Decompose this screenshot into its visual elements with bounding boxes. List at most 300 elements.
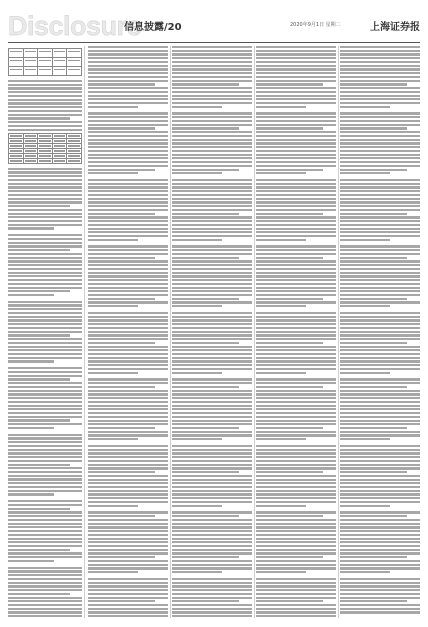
- text-line: [88, 198, 168, 200]
- text-line: [340, 235, 420, 237]
- masthead: Disclosure: [8, 11, 142, 41]
- text-line: [256, 552, 336, 554]
- text-line: [256, 76, 336, 78]
- text-line: [340, 490, 420, 492]
- text-line: [172, 564, 252, 566]
- text-line: [8, 238, 82, 240]
- text-line: [256, 68, 336, 70]
- text-line: [8, 467, 82, 469]
- newspaper-brand: 上海证券报: [370, 22, 420, 33]
- text-line: [8, 304, 82, 306]
- text-line: [340, 608, 420, 610]
- text-line: [8, 386, 82, 388]
- text-line: [172, 456, 252, 458]
- text-line: [88, 146, 168, 148]
- text-line: [172, 201, 252, 203]
- text-line: [88, 150, 168, 152]
- text-line: [340, 161, 420, 163]
- text-line: [172, 490, 252, 492]
- text-line: [256, 172, 306, 174]
- text-line: [88, 301, 168, 303]
- text-line: [340, 349, 420, 351]
- text-line: [256, 560, 336, 562]
- text-line: [340, 445, 420, 447]
- text-line: [340, 372, 390, 374]
- text-line: [172, 397, 252, 399]
- text-line: [340, 279, 420, 281]
- text-line: [8, 91, 82, 93]
- text-line: [88, 319, 168, 321]
- text-line: [340, 72, 420, 74]
- text-line: [172, 68, 252, 70]
- text-line: [172, 76, 252, 78]
- text-line: [172, 106, 222, 108]
- column-divider: [84, 46, 85, 618]
- text-line: [88, 268, 168, 270]
- text-line: [256, 420, 336, 422]
- text-line: [256, 564, 336, 566]
- text-line: [8, 508, 70, 510]
- text-line: [256, 372, 306, 374]
- text-line: [340, 331, 420, 333]
- text-line: [340, 467, 420, 469]
- text-line: [88, 464, 168, 466]
- text-line: [8, 224, 82, 226]
- text-line: [256, 135, 336, 137]
- text-line: [340, 124, 420, 126]
- text-line: [172, 582, 252, 584]
- text-line: [340, 135, 420, 137]
- text-line: [8, 319, 82, 321]
- text-line: [172, 382, 252, 384]
- text-line: [172, 615, 252, 617]
- text-line: [88, 260, 168, 262]
- text-line: [172, 190, 252, 192]
- text-line: [88, 412, 168, 414]
- text-line: [88, 249, 168, 251]
- text-line: [88, 505, 138, 507]
- text-line: [340, 283, 420, 285]
- column-text: [256, 46, 336, 618]
- text-line: [88, 305, 138, 307]
- text-line: [340, 593, 420, 595]
- text-line: [8, 80, 82, 82]
- text-line: [340, 456, 420, 458]
- text-line: [340, 393, 420, 395]
- text-line: [340, 316, 420, 318]
- text-line: [88, 245, 168, 247]
- text-line: [340, 567, 420, 569]
- text-line: [172, 393, 252, 395]
- text-line: [256, 600, 323, 602]
- text-line: [340, 319, 420, 321]
- text-line: [172, 194, 252, 196]
- text-line: [8, 416, 82, 418]
- text-line: [172, 165, 252, 167]
- text-line: [88, 283, 168, 285]
- text-line: [8, 393, 82, 395]
- text-line: [256, 220, 336, 222]
- text-line: [340, 556, 407, 558]
- text-line: [340, 268, 420, 270]
- text-line: [256, 538, 336, 540]
- text-line: [340, 120, 420, 122]
- text-line: [88, 239, 138, 241]
- text-line: [88, 124, 168, 126]
- text-line: [88, 460, 168, 462]
- text-line: [172, 127, 239, 129]
- text-line: [256, 585, 336, 587]
- text-line: [8, 419, 70, 421]
- text-line: [172, 353, 252, 355]
- text-line: [172, 338, 252, 340]
- text-line: [256, 253, 336, 255]
- text-line: [8, 308, 82, 310]
- text-line: [8, 500, 82, 502]
- text-line: [340, 327, 420, 329]
- text-line: [8, 593, 70, 595]
- text-line: [340, 346, 420, 348]
- text-line: [340, 357, 420, 359]
- text-line: [88, 57, 168, 59]
- text-line: [340, 87, 420, 89]
- text-line: [172, 541, 252, 543]
- text-line: [88, 201, 168, 203]
- text-line: [256, 615, 336, 617]
- text-line: [340, 493, 420, 495]
- text-line: [340, 80, 420, 82]
- text-line: [88, 91, 168, 93]
- text-line: [88, 102, 168, 104]
- text-line: [88, 556, 155, 558]
- text-line: [88, 475, 168, 477]
- text-line: [256, 390, 336, 392]
- text-line: [172, 183, 252, 185]
- text-line: [8, 220, 82, 222]
- text-line: [172, 301, 252, 303]
- text-line: [8, 275, 82, 277]
- text-line: [88, 279, 168, 281]
- text-line: [88, 386, 155, 388]
- text-line: [340, 154, 420, 156]
- text-line: [8, 511, 82, 513]
- text-line: [88, 186, 168, 188]
- text-line: [172, 287, 252, 289]
- column-text: [8, 80, 82, 131]
- text-line: [8, 519, 82, 521]
- text-line: [172, 479, 252, 481]
- text-line: [8, 371, 82, 373]
- text-line: [88, 131, 168, 133]
- text-line: [340, 216, 420, 218]
- text-line: [88, 120, 168, 122]
- text-line: [8, 367, 82, 369]
- text-line: [172, 161, 252, 163]
- text-line: [8, 486, 82, 488]
- text-line: [172, 390, 252, 392]
- text-line: [8, 423, 82, 425]
- text-line: [340, 334, 420, 336]
- text-line: [340, 68, 420, 70]
- text-line: [256, 61, 336, 63]
- text-line: [256, 72, 336, 74]
- text-line: [88, 116, 168, 118]
- text-line: [8, 353, 82, 355]
- text-line: [340, 438, 390, 440]
- section-title: 信息披露/20: [124, 22, 182, 33]
- text-line: [340, 552, 420, 554]
- text-line: [88, 357, 168, 359]
- text-line: [256, 165, 336, 167]
- text-line: [340, 526, 420, 528]
- text-line: [340, 534, 420, 536]
- text-line: [340, 106, 390, 108]
- text-line: [172, 445, 252, 447]
- text-line: [172, 342, 239, 344]
- text-line: [340, 220, 420, 222]
- text-column-3: [172, 46, 252, 618]
- text-line: [88, 205, 168, 207]
- text-line: [172, 224, 252, 226]
- text-column-2: [88, 46, 168, 618]
- text-line: [340, 179, 420, 181]
- text-line: [256, 91, 336, 93]
- text-line: [88, 427, 155, 429]
- text-line: [256, 515, 323, 517]
- text-line: [8, 449, 82, 451]
- text-line: [172, 427, 239, 429]
- text-line: [256, 213, 323, 215]
- text-line: [256, 106, 306, 108]
- text-line: [8, 534, 82, 536]
- text-line: [8, 552, 82, 554]
- text-line: [8, 478, 82, 480]
- text-line: [256, 235, 336, 237]
- text-line: [340, 449, 420, 451]
- text-line: [256, 290, 336, 292]
- text-line: [88, 72, 168, 74]
- text-line: [88, 194, 168, 196]
- text-line: [172, 139, 252, 141]
- column-text: [340, 46, 420, 614]
- text-line: [256, 150, 336, 152]
- text-line: [172, 120, 252, 122]
- text-line: [172, 272, 252, 274]
- text-line: [172, 213, 239, 215]
- text-line: [256, 312, 336, 314]
- text-line: [88, 615, 168, 617]
- text-line: [256, 597, 336, 599]
- text-line: [172, 275, 252, 277]
- text-line: [340, 545, 420, 547]
- text-line: [172, 264, 252, 266]
- text-line: [8, 482, 82, 484]
- text-line: [340, 287, 420, 289]
- text-line: [256, 493, 336, 495]
- text-line: [172, 231, 252, 233]
- text-line: [8, 604, 82, 606]
- text-line: [172, 216, 252, 218]
- text-line: [172, 386, 239, 388]
- text-line: [8, 615, 82, 617]
- text-line: [340, 378, 420, 380]
- text-line: [340, 50, 420, 52]
- text-line: [256, 127, 323, 129]
- text-line: [8, 175, 82, 177]
- text-line: [172, 98, 252, 100]
- text-line: [8, 102, 82, 104]
- text-line: [172, 505, 222, 507]
- text-line: [88, 220, 168, 222]
- text-line: [340, 61, 420, 63]
- text-line: [256, 102, 336, 104]
- text-line: [88, 445, 168, 447]
- text-line: [172, 249, 252, 251]
- text-line: [172, 305, 222, 307]
- text-line: [172, 405, 252, 407]
- text-line: [340, 245, 420, 247]
- text-line: [8, 216, 82, 218]
- text-line: [172, 482, 252, 484]
- text-line: [256, 342, 323, 344]
- text-line: [340, 571, 390, 573]
- text-line: [88, 323, 168, 325]
- text-line: [172, 364, 252, 366]
- text-line: [256, 186, 336, 188]
- text-line: [8, 125, 82, 127]
- text-line: [88, 405, 168, 407]
- text-line: [8, 283, 82, 285]
- text-line: [88, 290, 168, 292]
- text-line: [340, 578, 420, 580]
- text-line: [340, 611, 420, 613]
- text-line: [88, 585, 168, 587]
- text-line: [172, 260, 252, 262]
- text-line: [8, 327, 82, 329]
- text-line: [172, 567, 252, 569]
- text-line: [256, 201, 336, 203]
- text-line: [172, 423, 252, 425]
- text-line: [8, 574, 82, 576]
- text-line: [340, 486, 420, 488]
- text-line: [88, 46, 168, 48]
- text-line: [256, 526, 336, 528]
- text-line: [256, 571, 306, 573]
- text-line: [172, 401, 252, 403]
- text-line: [88, 287, 168, 289]
- text-line: [172, 460, 252, 462]
- text-line: [340, 146, 420, 148]
- text-line: [8, 464, 70, 466]
- text-line: [256, 179, 336, 181]
- text-line: [172, 556, 239, 558]
- text-line: [256, 401, 336, 403]
- text-line: [340, 142, 420, 144]
- text-line: [256, 567, 336, 569]
- text-line: [8, 560, 54, 562]
- text-line: [256, 53, 336, 55]
- text-line: [172, 135, 252, 137]
- text-line: [88, 600, 155, 602]
- text-line: [8, 452, 82, 454]
- text-line: [340, 253, 420, 255]
- text-line: [340, 57, 420, 59]
- text-line: [88, 316, 168, 318]
- text-line: [88, 275, 168, 277]
- text-line: [340, 95, 420, 97]
- text-line: [88, 497, 168, 499]
- text-line: [88, 294, 168, 296]
- text-line: [88, 423, 168, 425]
- text-line: [88, 135, 168, 137]
- text-line: [8, 582, 82, 584]
- text-line: [340, 452, 420, 454]
- text-line: [172, 95, 252, 97]
- text-line: [256, 183, 336, 185]
- text-line: [172, 346, 252, 348]
- text-line: [256, 283, 336, 285]
- text-line: [88, 597, 168, 599]
- text-line: [88, 157, 168, 159]
- text-line: [256, 95, 336, 97]
- text-line: [340, 264, 420, 266]
- text-line: [172, 279, 252, 281]
- text-line: [340, 112, 420, 114]
- text-line: [172, 312, 252, 314]
- text-line: [340, 353, 420, 355]
- text-line: [172, 420, 252, 422]
- text-line: [340, 505, 390, 507]
- text-line: [172, 357, 252, 359]
- text-line: [88, 264, 168, 266]
- text-line: [340, 530, 420, 532]
- text-line: [88, 87, 168, 89]
- text-line: [340, 172, 390, 174]
- text-line: [8, 538, 82, 540]
- text-line: [172, 46, 252, 48]
- text-line: [340, 364, 420, 366]
- text-line: [172, 334, 252, 336]
- text-line: [172, 53, 252, 55]
- text-line: [88, 272, 168, 274]
- text-line: [340, 420, 420, 422]
- text-line: [172, 87, 252, 89]
- text-line: [340, 91, 420, 93]
- text-line: [8, 260, 82, 262]
- text-line: [88, 431, 168, 433]
- text-line: [256, 316, 336, 318]
- text-line: [256, 272, 336, 274]
- text-line: [8, 87, 82, 89]
- text-line: [256, 346, 336, 348]
- text-line: [88, 490, 168, 492]
- text-line: [340, 65, 420, 67]
- text-line: [340, 323, 420, 325]
- text-line: [172, 323, 252, 325]
- text-line: [172, 523, 252, 525]
- text-line: [256, 142, 336, 144]
- text-line: [172, 186, 252, 188]
- text-line: [340, 190, 420, 192]
- text-line: [256, 124, 336, 126]
- text-line: [256, 505, 306, 507]
- text-line: [256, 305, 306, 307]
- text-line: [172, 235, 252, 237]
- text-line: [8, 471, 82, 473]
- text-line: [256, 46, 336, 48]
- text-line: [340, 290, 420, 292]
- text-line: [8, 493, 54, 495]
